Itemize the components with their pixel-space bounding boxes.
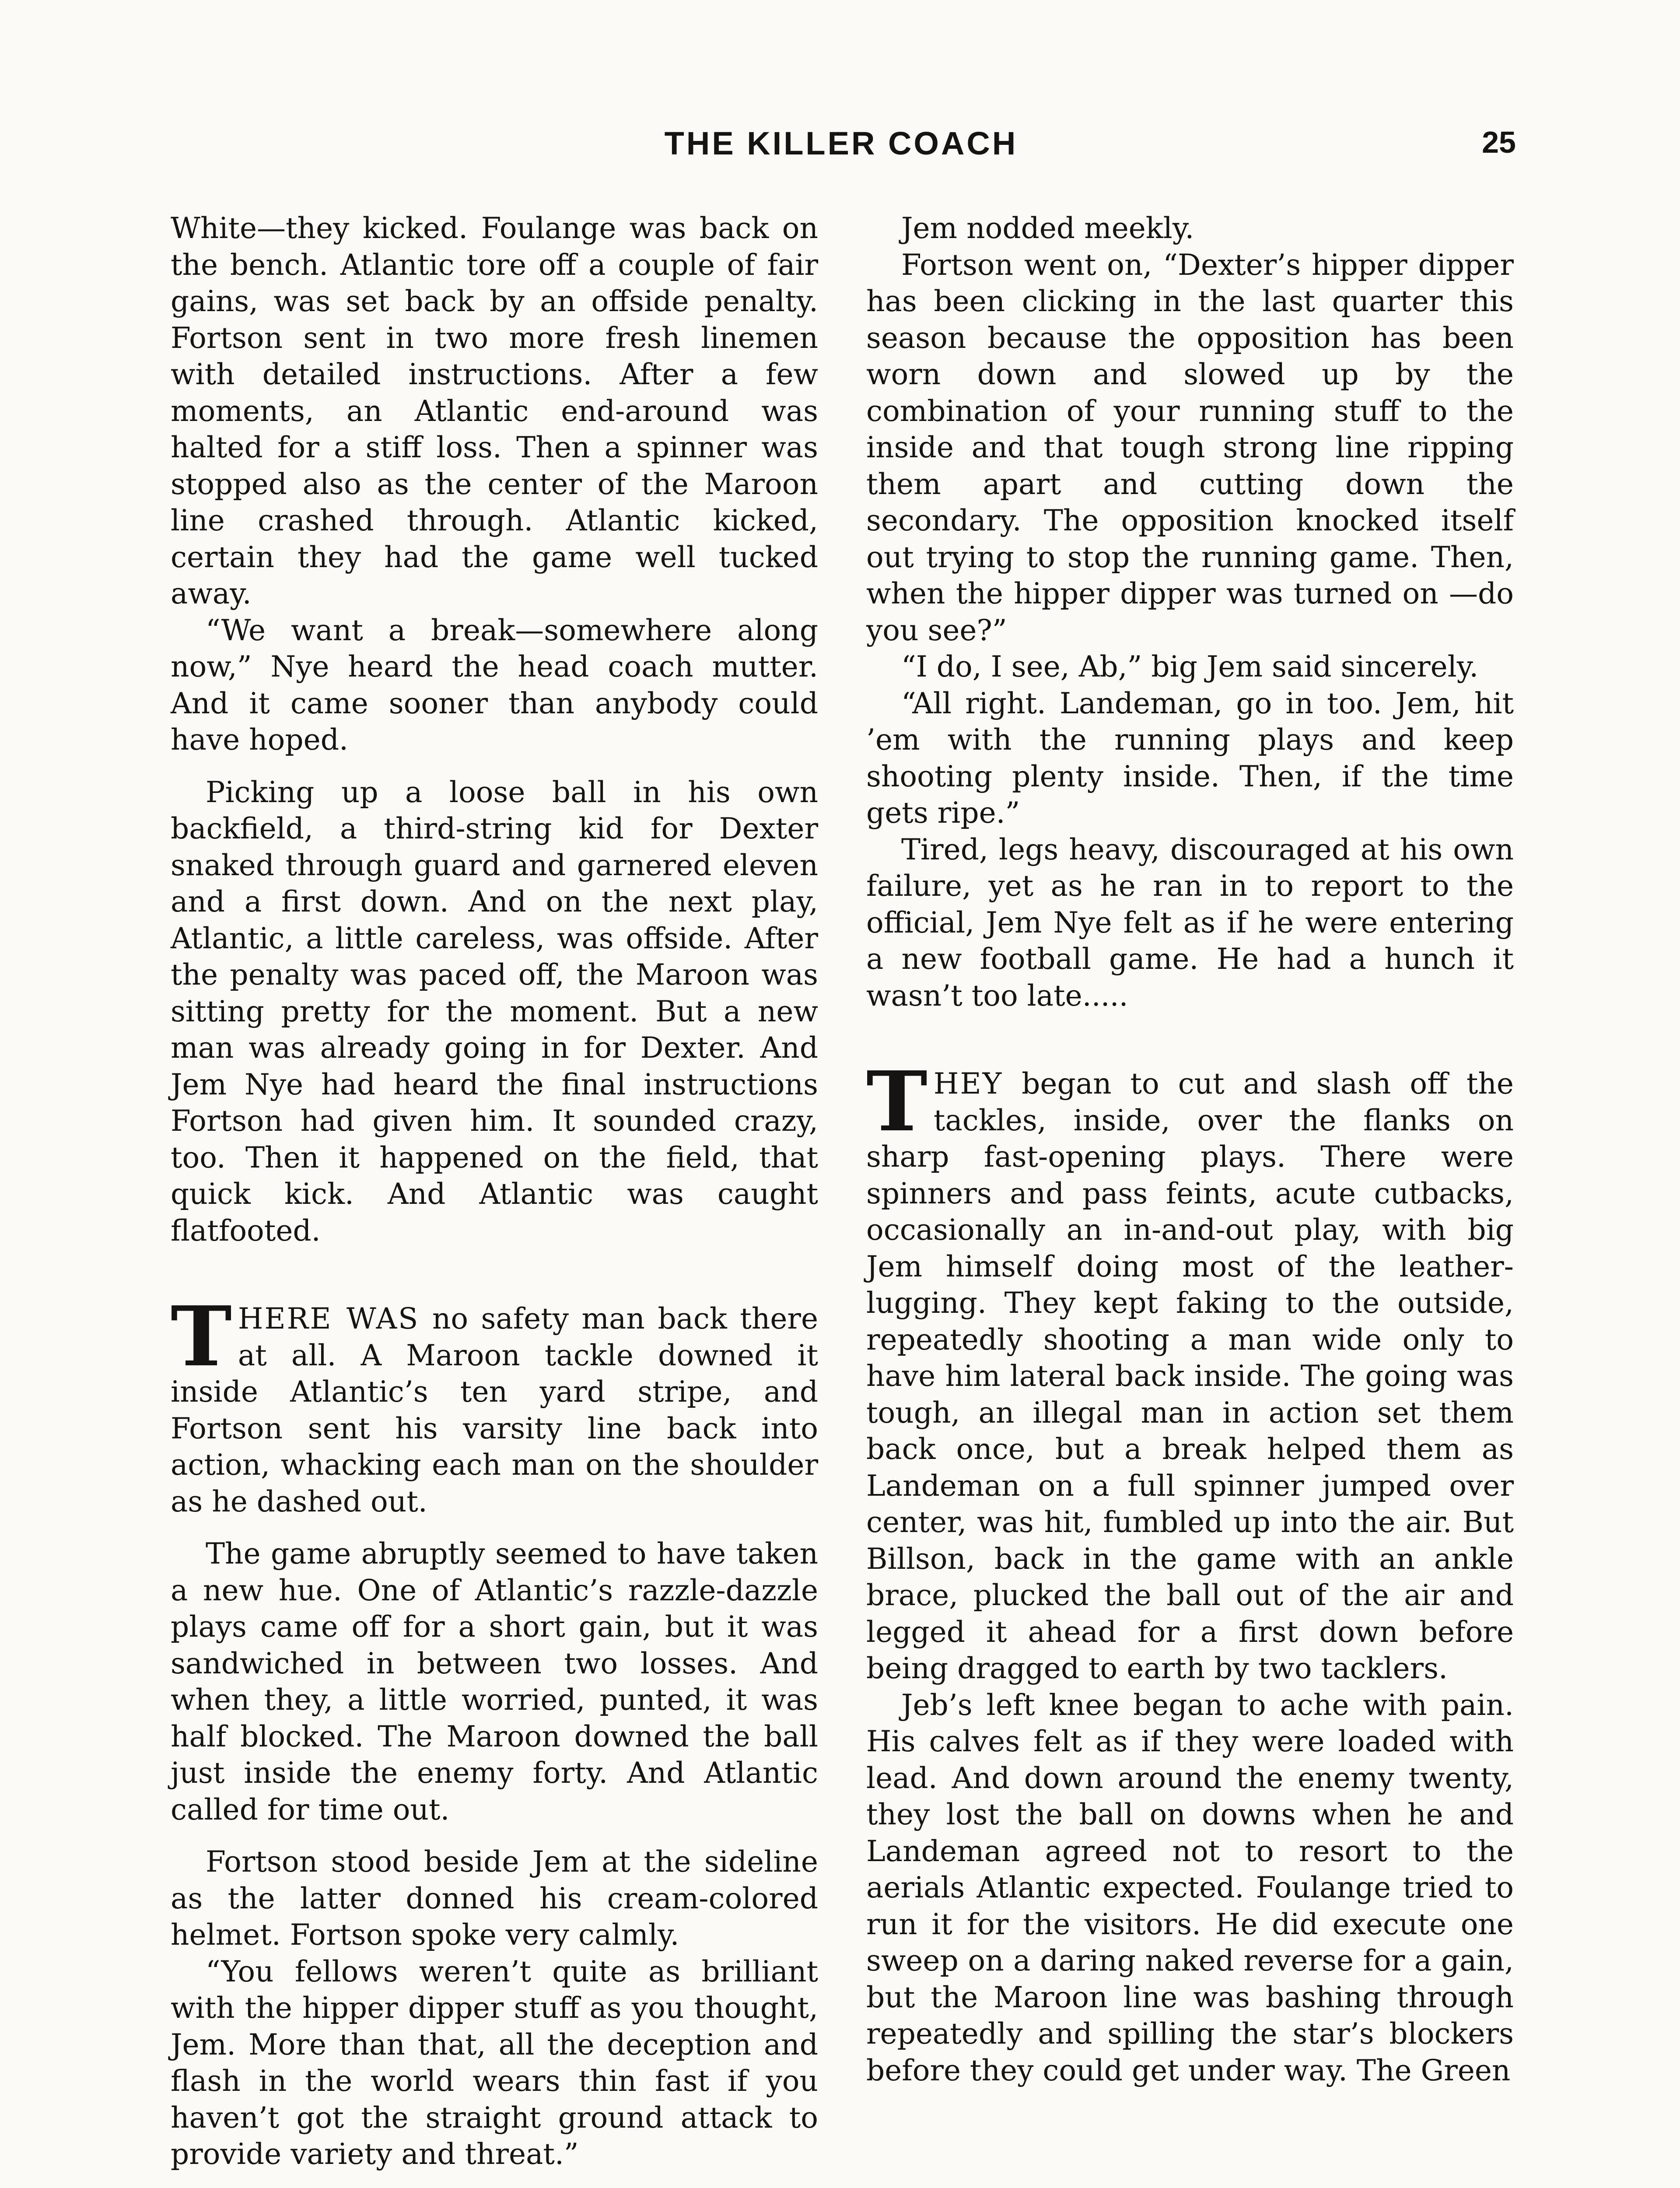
drop-cap: T <box>171 1288 232 1385</box>
small-caps-lead: HERE WAS <box>238 1302 420 1336</box>
paragraph-text: began to cut and slash off the tackles, inside, over the flanks on sharp fast-opening plays. There were spinners and pass feints, acute cutbacks, occasionally an in-and-out play, with big Jem himself doing most of the leather-lugging. They kept faking to the outside, repeatedly shooting a man wide only to have him lateral back inside. The going was tough, an illegal man in action set them back once, but a break helped them as Landeman on a full spinner jumped over center, was hit, fumbled up into the air. But Billson, back in the game with an ankle brace, plucked the ball out of the air and legged it ahead for a first down before being dragged to earth by two tacklers. <box>866 1067 1514 1685</box>
page-header <box>166 125 1516 173</box>
paragraph: Tired, legs heavy, discouraged at his own failure, yet as he ran in to report to the official, Jem Nye felt as if he were entering a new football game. He had a hunch it wasn’t too late..... <box>866 832 1514 1013</box>
paragraph: Fortson went on, “Dexter’s hipper dipper has been clicking in the last quarter this season because the opposition has been worn down and slowed up by the combination of your running stuff to the inside and that tough strong line ripping them apart and cutting down the secondary. The opposition knocked itself out trying to stop the running game. Then, when the hipper dipper was turned on —do you see?” <box>866 248 1514 647</box>
section-opening-paragraph <box>171 1288 819 1520</box>
small-caps-lead: HEY <box>933 1067 1003 1101</box>
paragraph: The game abruptly seemed to have taken a new hue. One of Atlantic’s razzle-dazzle plays came off for a short gain, but it was sandwiched in between two losses. And when they, a little worried, punted, it was half blocked. The Maroon downed the ball just inside the enemy forty. And Atlantic called for time out. <box>171 1537 818 1827</box>
left-column <box>171 210 818 2173</box>
paragraph: Jeb’s left knee began to ache with pain. His calves felt as if they were loaded with lead. And down around the enemy twenty, they lost the ball on downs when he and Landeman agreed not to resort to the aerials Atlantic expected. Foulange tried to run it for the visitors. He did execute one sweep on a daring naked reverse for a gain, but the Maroon line was bashing through repeatedly and spilling the star’s blockers before they could get under way. The Green <box>866 1688 1514 2087</box>
paragraph: Jem nodded meekly. <box>901 211 1194 245</box>
paragraph: Picking up a loose ball in his own backfield, a third-string kid for Dexter snaked through guard and garnered eleven and a first down. And on the next play, Atlantic, a little careless, was offside. After the penalty was paced off, the Maroon was sitting pretty for the moment. But a new man was already going in for Dexter. And Jem Nye had heard the final instructions Fortson had given him. It sounded crazy, too. Then it happened on the field, that quick kick. And Atlantic was caught flatfooted. <box>171 775 818 1248</box>
paragraph: White—they kicked. Foulange was back on the bench. Atlantic tore off a couple of fair gains, was set back by an offside penalty. Fortson sent in two more fresh linemen with detailed instructions. After a few moments, an Atlantic end-around was halted for a stiff loss. Then a spinner was stopped also as the center of the Maroon line crashed through. Atlantic kicked, certain they had the game well tucked away. <box>171 211 818 610</box>
right-column <box>866 210 1514 2089</box>
drop-cap: T <box>866 1053 928 1150</box>
paragraph: “We want a break—somewhere along now,” Nye heard the head coach mutter. And it came sooner than anybody could have hoped. <box>171 613 818 757</box>
paragraph: Fortson stood beside Jem at the sideline as the latter donned his cream-colored helmet. Fortson spoke very calmly. <box>171 1845 818 1952</box>
running-title: THE KILLER COACH <box>664 125 1018 161</box>
section-opening-paragraph <box>866 1053 1514 1687</box>
paragraph: “I do, I see, Ab,” big Jem said sincerely. <box>901 650 1479 684</box>
paragraph-text: no safety man back there at all. A Maroon tackle downed it inside Atlantic’s ten yard stripe, and Fortson sent his varsity line back into action, whacking each man on the shoulder as he dashed out. <box>171 1302 819 1518</box>
page-number: 25 <box>1482 125 1516 159</box>
paragraph: “All right. Landeman, go in too. Jem, hit ’em with the running plays and keep shooting plenty inside. Then, if the time gets ripe.” <box>866 686 1514 830</box>
paragraph: “You fellows weren’t quite as brilliant with the hipper dipper stuff as you thought, Jem. More than that, all the deception and flash in the world wears thin fast if you haven’t got the straight ground attack to provide variety and threat.” <box>171 1954 818 2171</box>
